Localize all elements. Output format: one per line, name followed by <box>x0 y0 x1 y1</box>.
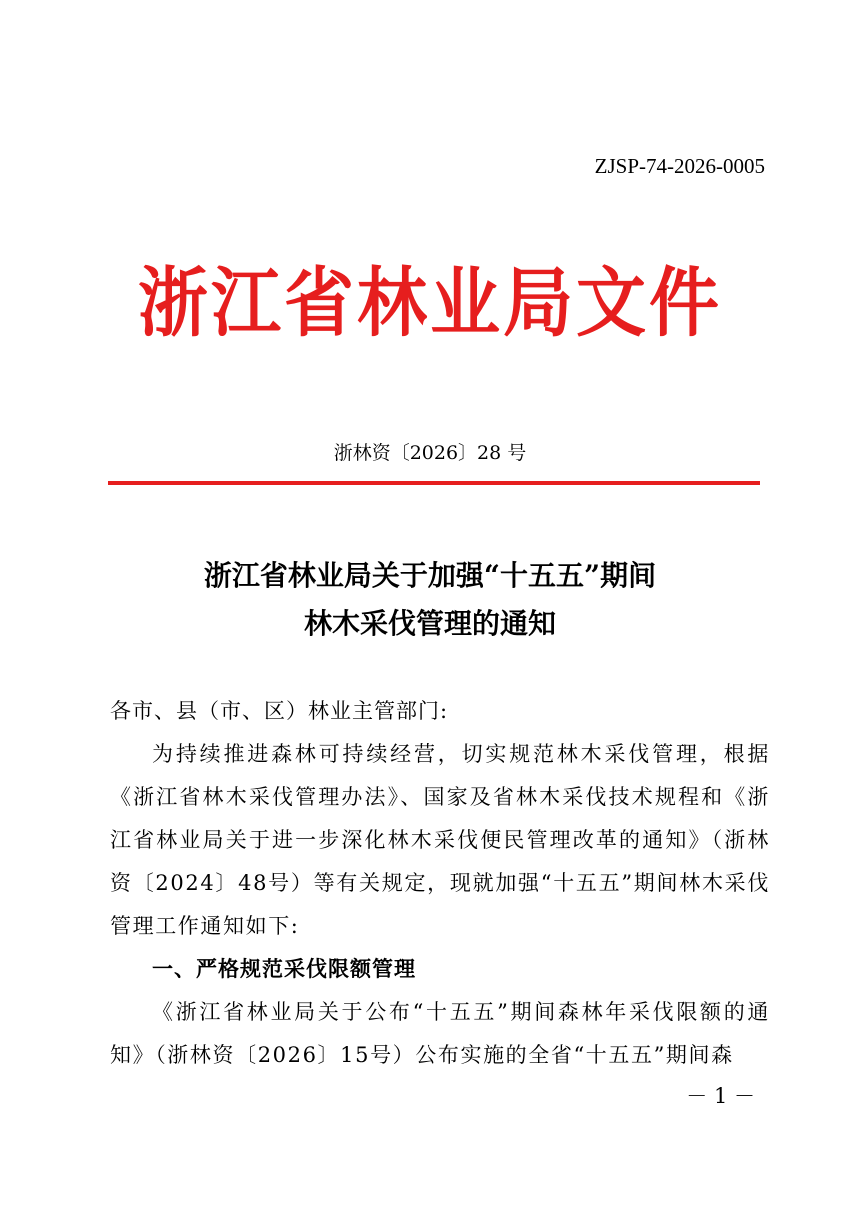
notice-title <box>0 552 860 648</box>
masthead-title: 浙江省林业局文件 <box>138 258 722 348</box>
paragraph-section-1: 《浙江省林业局关于公布“十五五”期间森林年采伐限额的通知》（浙林资〔2026〕15号）公布实施的全省“十五五”期间森 <box>110 1000 770 1067</box>
salutation: 各市、县（市、区）林业主管部门: <box>110 699 449 723</box>
title-line-1: 浙江省林业局关于加强“十五五”期间 <box>203 559 657 592</box>
document-id: ZJSP-74-2026-0005 <box>594 154 765 178</box>
red-separator-line <box>108 481 760 485</box>
paragraph-intro: 为持续推进森林可持续经营，切实规范林木采伐管理，根据《浙江省林木采伐管理办法》、国家及省林木采伐技术规程和《浙江省林业局关于进一步深化林木采伐便民管理改革的通知》（浙林资〔2024〕48号）等有关规定，现就加强“十五五”期间林木采伐管理工作通知如下: <box>110 742 770 938</box>
document-body <box>110 690 770 1077</box>
document-number: 浙林资〔2026〕28 号 <box>333 442 527 464</box>
title-line-2: 林木采伐管理的通知 <box>303 607 556 640</box>
page-number: － 1 － <box>686 1084 755 1108</box>
section-heading-1: 一、严格规范采伐限额管理 <box>152 957 416 981</box>
